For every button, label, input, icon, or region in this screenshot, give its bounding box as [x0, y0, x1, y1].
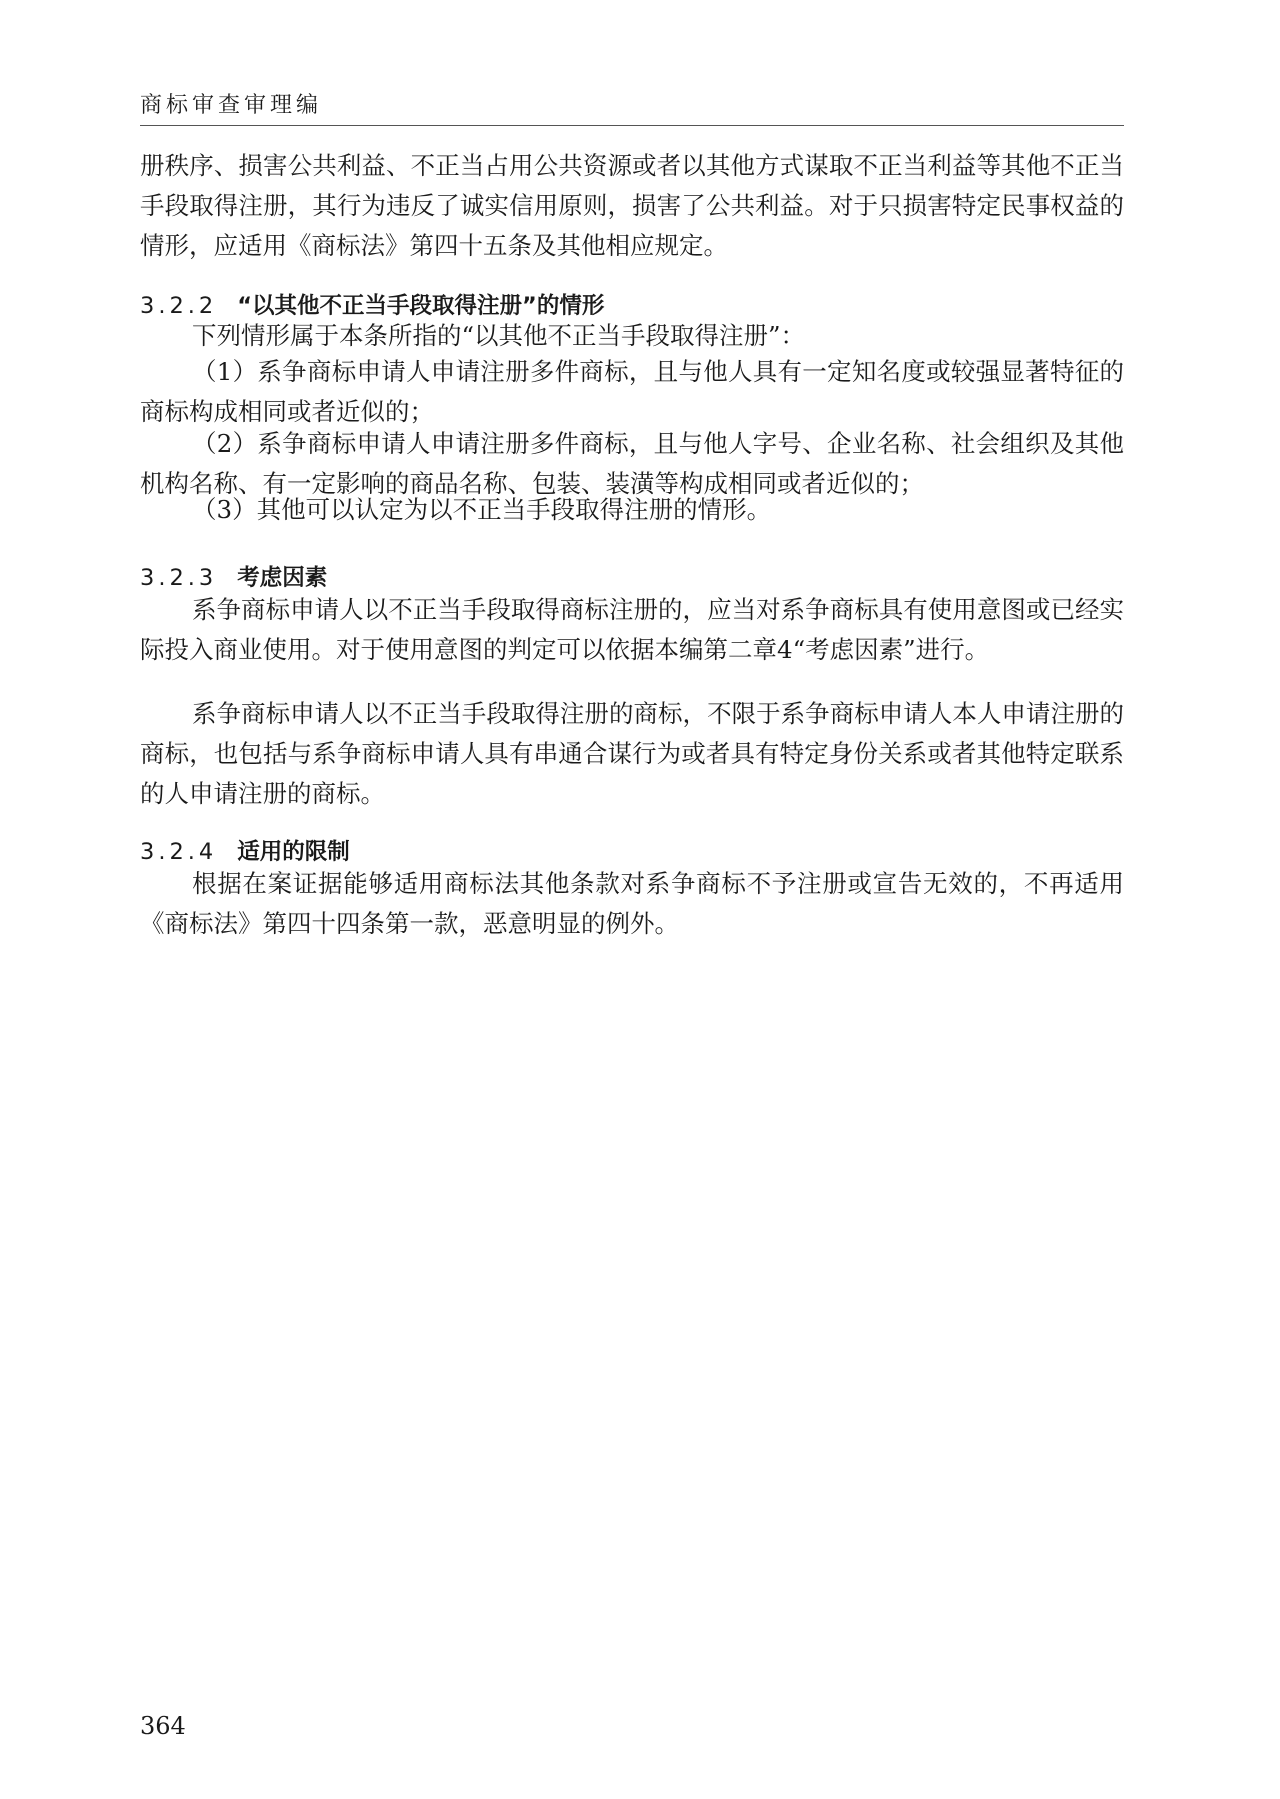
section-number: 3.2.2	[140, 293, 218, 319]
section-title: 适用的限制	[237, 839, 350, 865]
section-heading-3-2-4	[140, 834, 350, 866]
section-number: 3.2.3	[140, 565, 218, 591]
page-number: 364	[140, 1712, 186, 1740]
paragraph: 系争商标申请人以不正当手段取得注册的商标，不限于系争商标申请人本人申请注册的商标，也包括与系争商标申请人具有串通合谋行为或者具有特定身份关系或者其他特定联系的人申请注册的商标。	[140, 699, 1124, 808]
section-heading-3-2-3	[140, 560, 327, 592]
header-rule	[140, 125, 1124, 126]
list-item: （2）系争商标申请人申请注册多件商标，且与他人字号、企业名称、社会组织及其他机构名称、有一定影响的商品名称、包装、装潢等构成相同或者近似的；	[140, 429, 1124, 498]
paragraph: 根据在案证据能够适用商标法其他条款对系争商标不予注册或宣告无效的，不再适用《商标法》第四十四条第一款，恶意明显的例外。	[140, 869, 1124, 938]
section-title: 考虑因素	[237, 565, 328, 591]
section-number: 3.2.4	[140, 839, 218, 865]
section-title: “以其他不正当手段取得注册”的情形	[237, 293, 605, 319]
running-header: 商标审查审理编	[140, 93, 323, 118]
list-item: （1）系争商标申请人申请注册多件商标，且与他人具有一定知名度或较强显著特征的商标构成相同或者近似的；	[140, 357, 1124, 426]
paragraph: 下列情形属于本条所指的“以其他不正当手段取得注册”：	[192, 321, 806, 350]
intro-paragraph: 册秩序、损害公共利益、不正当占用公共资源或者以其他方式谋取不正当利益等其他不正当手段取得注册，其行为违反了诚实信用原则，损害了公共利益。对于只损害特定民事权益的情形，应适用《商标法》第四十五条及其他相应规定。	[140, 151, 1124, 260]
list-item: （3）其他可以认定为以不正当手段取得注册的情形。	[192, 495, 772, 524]
paragraph: 系争商标申请人以不正当手段取得商标注册的，应当对系争商标具有使用意图或已经实际投入商业使用。对于使用意图的判定可以依据本编第二章4“考虑因素”进行。	[140, 595, 1124, 664]
